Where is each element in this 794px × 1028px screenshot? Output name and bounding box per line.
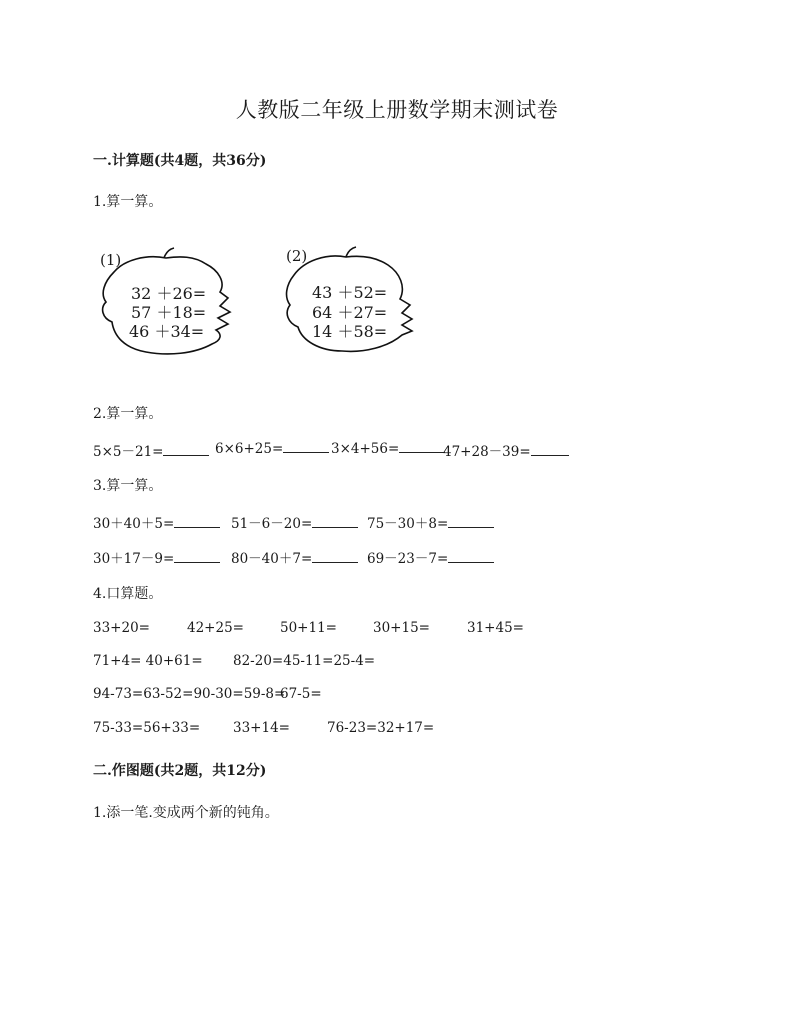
mental-calc-item: 30+15= xyxy=(373,620,430,636)
calc-item: 6×6+25= xyxy=(215,440,329,457)
answer-blank[interactable] xyxy=(312,515,358,528)
leaf-2-equation: 14 ＋58= xyxy=(312,322,388,341)
section-1-heading: 一.计算题(共4题，共36分) xyxy=(93,153,267,169)
leaf-figure-1 xyxy=(94,246,244,361)
calc-item: 51－6－20= xyxy=(231,512,358,532)
mental-calc-item: 71+4= 40+61= xyxy=(93,653,203,669)
question-4-row-4 xyxy=(93,720,793,740)
question-3-label: 3.算一算。 xyxy=(93,478,163,494)
question-3-row-1 xyxy=(93,512,793,532)
mental-calc-item: 31+45= xyxy=(467,620,524,636)
leaf-1-equation: 32 ＋26= xyxy=(131,284,207,303)
mental-calc-item: 42+25= xyxy=(187,620,244,636)
calc-item: 5×5－21= xyxy=(93,440,209,460)
answer-blank[interactable] xyxy=(312,550,358,563)
calc-item: 30＋40＋5= xyxy=(93,512,220,532)
question-4-row-2 xyxy=(93,653,793,673)
answer-blank[interactable] xyxy=(448,550,494,563)
calc-item: 3×4+56= xyxy=(331,440,445,457)
section-2-question-1-label: 1.添一笔.变成两个新的钝角。 xyxy=(93,805,279,821)
calc-item: 69－23－7= xyxy=(367,547,494,567)
leaf-2-equation: 43 ＋52= xyxy=(312,283,388,302)
section-2-heading: 二.作图题(共2题，共12分) xyxy=(93,763,267,779)
leaf-figure-2 xyxy=(280,243,430,358)
question-4-row-3 xyxy=(93,686,793,706)
question-4-row-1 xyxy=(93,620,793,640)
leaf-1-equation: 46 ＋34= xyxy=(129,322,205,341)
answer-blank[interactable] xyxy=(283,440,329,453)
mental-calc-item: 33+20= xyxy=(93,620,150,636)
page-title: 人教版二年级上册数学期末测试卷 xyxy=(235,98,559,122)
mental-calc-item: 50+11= xyxy=(280,620,337,636)
answer-blank[interactable] xyxy=(174,515,220,528)
mental-calc-item: 94-73=63-52=90-30=59-8= xyxy=(93,686,286,702)
leaf-1-equation: 57 ＋18= xyxy=(131,303,207,322)
mental-calc-item: 67-5= xyxy=(280,686,322,702)
mental-calc-item: 82-20=45-11=25-4= xyxy=(233,653,376,669)
question-1-label: 1.算一算。 xyxy=(93,194,163,210)
question-2-label: 2.算一算。 xyxy=(93,406,163,422)
question-3-row-2 xyxy=(93,547,793,567)
calc-item: 30＋17－9= xyxy=(93,547,220,567)
question-4-label: 4.口算题。 xyxy=(93,586,163,602)
leaf-2-equation: 64 ＋27= xyxy=(312,303,388,322)
calc-item: 80－40＋7= xyxy=(231,547,358,567)
calc-item: 47+28－39= xyxy=(443,440,569,460)
answer-blank[interactable] xyxy=(448,515,494,528)
answer-blank[interactable] xyxy=(163,443,209,456)
answer-blank[interactable] xyxy=(399,440,445,453)
question-2-row xyxy=(93,440,793,460)
leaf-1-tag: (1) xyxy=(100,251,122,269)
leaf-2-tag: (2) xyxy=(286,247,308,265)
answer-blank[interactable] xyxy=(174,550,220,563)
mental-calc-item: 75-33=56+33= xyxy=(93,720,201,736)
calc-item: 75－30＋8= xyxy=(367,512,494,532)
mental-calc-item: 33+14= xyxy=(233,720,290,736)
answer-blank[interactable] xyxy=(531,443,569,456)
mental-calc-item: 76-23=32+17= xyxy=(327,720,435,736)
